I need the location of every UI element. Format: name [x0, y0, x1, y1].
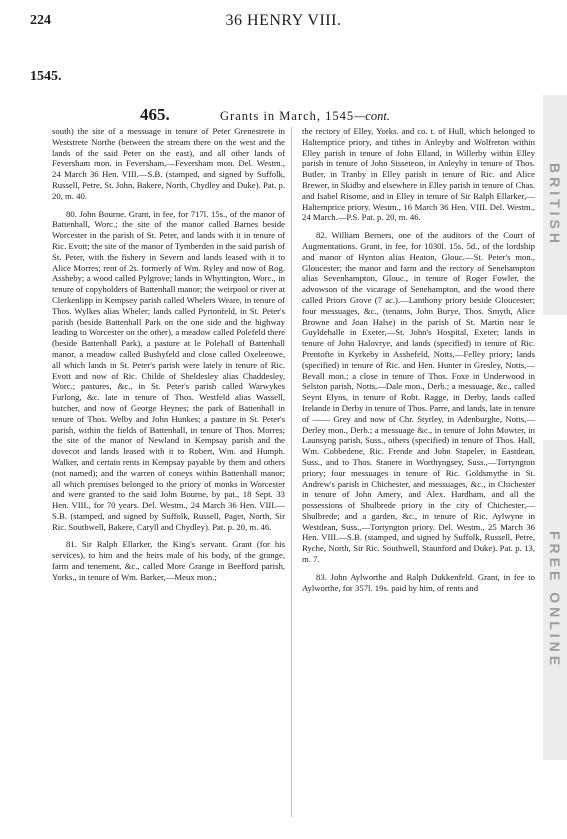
column-divider: [291, 127, 292, 817]
right-paragraph-3: 83. John Aylworthe and Ralph Dukkenfeld. Grant, in fee to Aylworthe, for 357l. 19s. paid by him, of rents and: [302, 571, 535, 593]
document-title-continued: —cont.: [354, 109, 390, 123]
left-paragraph-3: 81. Sir Ralph Ellarker, the King's servant. Grant (for his services), to him and the heirs male of his body, of the grange, farm and tenement, &c., called More Grange in Beefford parish, Yorks., in tenure of Wm. Barker,—Meux mon.;: [52, 539, 285, 582]
page-number: 224: [30, 13, 51, 28]
document-number: 465.: [140, 105, 170, 124]
document-title: [220, 109, 390, 124]
left-paragraph-1: south) the site of a messuage in tenure of Peter Grenestrete in Weststrete Northe (between the stream there on the west and the lands of the said Peter on the east), and all other lands of Feversham mon. in Feversham,—Feversham mon. Del. Westm., 24 March 36 Hen. VIII.—S.B. (stamped, and signed by Suffolk, Russell, Petre, St. John, Bakere, North, Chydley and Duke). Pat. p. 20, m. 40.: [52, 126, 285, 201]
margin-stamp-top: BRITISH: [543, 95, 567, 315]
margin-year: 1545.: [30, 69, 62, 84]
running-head-title: 36 HENRY VIII.: [225, 12, 342, 29]
margin-stamp-bottom: FREE ONLINE: [543, 440, 567, 760]
right-paragraph-2: 82. William Berners, one of the auditors of the Court of Augmentations. Grant, in fee, for 1030l. 15s. 5d., of the lordship and manor of Hynton alias Heaton, Glouc.—St. Peter's mon., Gloucester; the manor and farm and the rectory of Senehampton alias Sevenhampton, Glouc., in tenure of Roger Fowler, the advowson of the vicarage of Senehampton, and the wood there called Priors Grove (7 ac.).—Lanthony priory beside Gloucester; four messuages, &c., (tenants, John Burye, Thos. Smyth, Alice Browne and Joan Halse) in the parish of St. Martin near le Guyldehalle in Exeter,—St. John's Hospital, Exeter; lands in tenure of John Halovrye, and lands (specified) in tenure of Ric. Prentofte in Kyrkeby in Asshefeld, Notts,—Felley priory; lands (specified) in tenure of Ric. and Hen. Hunter in Gresley, Notts,—Bevall mon.; a close in tenure of Thos. Foxe in Underwood in Selston parish, Notts,—Dale mon., Derb.; a messuage, &c., called Seynt Elyns, in tenure of Robt. Ragge, in Derby, lands called Irelande in Derby in tenure of Thos. Parre, and lands, late in tenure of —— Grey and now of Chr. Styrley, in Adenburghe, Notts,—Derley mon., Derb.; a messuage &c., in tenure of John Mowter, in Launsyng parish, Suss., others (specified) in tenure of Thos. Hall, Wm. Cobbedene, Ric. Frende and John Stapeler, in Eastdean, Suss., and to Thos. Stanere in Worthyngsey, Suss.,—Tortyngton priory; four messuages in tenure of Ric. Goldsmythe in St. Andrew's parish in Chichester, and messuages, &c., in Chichester in tenure of John Amery, and Alex. Hardham, and all the possessions of Shulbrede priory in the city of Chichester,—Shulbrede; and a garden, &c., in tenure of Ric. Aylwyne in Westdean, Suss.,—Tortyngton priory. Del. Westm., 25 March 36 Hen. VIII.—S.B. (stamped, and signed by Suffolk, Russell, Petre, Ryche, North, Sir Ric. Southwell, Staunford and Duke). Pat. p. 13, m. 7.: [302, 230, 535, 565]
right-column: [302, 126, 535, 826]
left-column: [52, 126, 285, 826]
right-paragraph-1: the rectory of Elley, Yorks. and co. t. of Hull, which belonged to Haltemprice priory, and tithes in Anleyby and Wolfreton within Elley parish in tenure of John Elland, in Willerby within Elley parish in tenure of John Sisseteon, in Anleyby in tenure of Thos. Butler, in Tranby in Elley parish in tenure of Ric. and Alice Brewer, in Skidby and elsewhere in Elley parish in tenure of Chas. and Isabel Risome, and in Elley in tenure of Sir Ralph Ellarker,—Haltemprice priory. Westm., 16 March 36 Hen. VIII. Del. Westm., 24 March.—P.S. Pat. p. 20, m. 46.: [302, 126, 535, 223]
document-title-text: Grants in March, 1545: [220, 109, 355, 123]
running-head: [30, 13, 537, 35]
left-paragraph-2: 80. John Bourne. Grant, in fee, for 717l. 15s., of the manor of Battenhall, Worc.; the site of the manor called Barnes beside Worcester in the parish of St. Peter, and lands with it in tenure of Ric. Evott; the site of the manor of Tymberden in the said parish of St. Peter, with the fishery in Severn and lands leased with it to Alice Morres; rent of 2s. formerly of Wm. Ryley and now of Rog. Assheby; a wood called Pylgrove; lands in Whyttington, Worc., in tenure of copyholders of Battenhall manor; the weirpool or river at Clerkenlipp in Kempsey parish called Whelers Weare, in tenure of Thos. Wylkes alias Wheler; lands called Pyrtonfeld, in St. Peter's parish (beside Battenhall Park on the one side and the highway leading to Worcester on the other), a meadow called Polefeld there (beside Battenhall Park), a pasture at le Polehall of Battenhall manor, a meadow called Bushyfeld and close called Oxeleeowe, all which lands in St. Peter's parish were lately in tenure of Ric. Evott and now of Ric. Childe of Sheldesley alias Chaddesley, Worc.; pastures, &c., in St. Peter's parish called Warwykes Furlong, &c. late in tenure of Thos. Westfeld alias Wassell, butcher, and now of George Heynes; the park of Battenhall in tenure of Thos. Welby and John Hunkes; a pasture in St. Peter's parish, within the fields of Battenhall, in tenure of Thos. Morres; the site of the manor of Newland in Kempsay parish and the dovecot and lands leased with it to Robert, Wm. and Humph. Walker, and certain rents in Kempsay payable by them and others (not named); and the warren of coneys within Battenhall manor; all which premises belonged to the priory of monks in Worcester and were granted to the said John Bourne, by pat., 18 Sept. 33 Hen. VIII., for 70 years. Del. Westm., 24 March 36 Hen. VIII.—S.B. (stamped, and signed by Suffolk, Russell, Paget, North, Sir Ric. Southwell, Bakere, Caryll and Chydley). Pat. p. 20, m. 46.: [52, 208, 285, 532]
